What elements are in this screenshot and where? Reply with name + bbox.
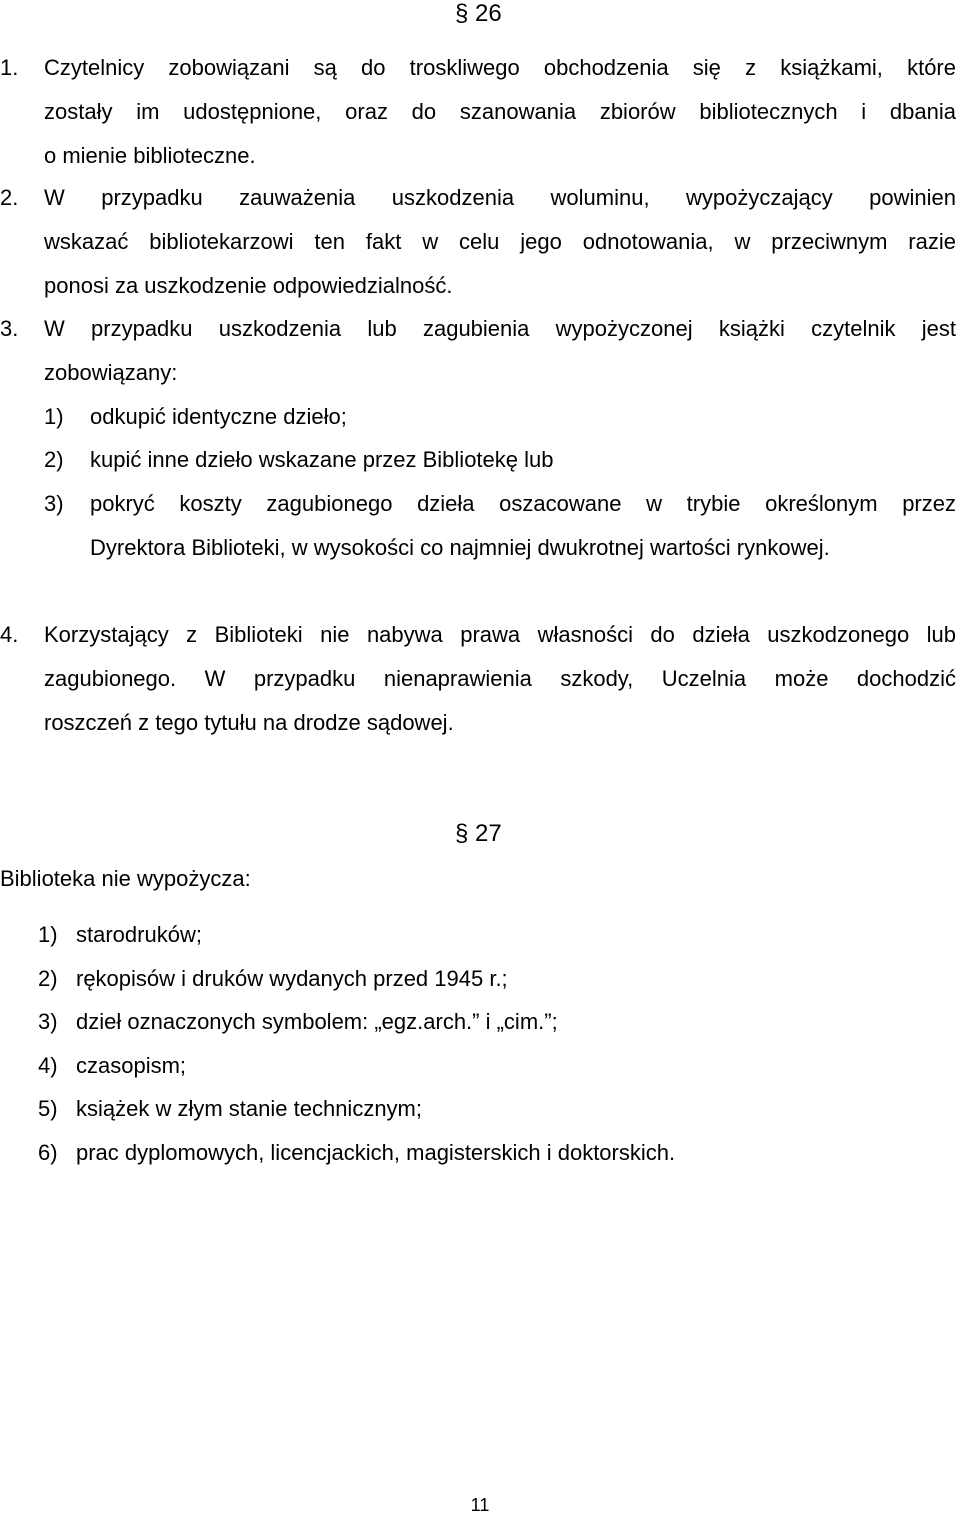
exclusion-3-number: 3) — [38, 1009, 58, 1034]
section-27-intro: Biblioteka nie wypożycza: — [0, 866, 251, 891]
item-3-sub-2-number: 2) — [44, 447, 64, 472]
item-4-number: 4. — [0, 622, 19, 647]
exclusion-6-number: 6) — [38, 1140, 58, 1165]
item-4-line-3: roszczeń z tego tytułu na drodze sądowej. — [44, 710, 454, 735]
item-3-line-2: zobowiązany: — [44, 360, 178, 385]
item-2-line-3: ponosi za uszkodzenie odpowiedzialność. — [44, 273, 453, 298]
exclusion-2-number: 2) — [38, 966, 58, 991]
item-3-sub-3-number: 3) — [44, 491, 64, 516]
item-3-sub-3-text — [90, 482, 956, 570]
item-3-number: 3. — [0, 316, 19, 341]
exclusion-1-number: 1) — [38, 922, 58, 947]
item-3-sub-2-text — [90, 438, 956, 482]
item-3-text — [44, 307, 956, 395]
section-26-heading: § 26 — [455, 0, 502, 27]
exclusion-2-text: rękopisów i druków wydanych przed 1945 r.; — [76, 966, 508, 991]
item-4-text — [44, 613, 956, 745]
page-number: 11 — [470, 1495, 490, 1515]
item-3-sub-1-text — [90, 395, 956, 439]
item-3-line-1: W przypadku uszkodzenia lub zagubienia wypożyczonej książki czytelnik jest — [44, 316, 956, 341]
item-1-number: 1. — [0, 55, 19, 80]
item-3-sub-3-line-2: Dyrektora Biblioteki, w wysokości co najmniej dwukrotnej wartości rynkowej. — [90, 535, 830, 560]
exclusion-4-number: 4) — [38, 1053, 58, 1078]
exclusion-4-text: czasopism; — [76, 1053, 187, 1078]
item-1-text — [44, 46, 956, 178]
exclusion-1-text: starodruków; — [76, 922, 202, 947]
item-1-line-3: o mienie biblioteczne. — [44, 143, 256, 168]
exclusion-6-text: prac dyplomowych, licencjackich, magisterskich i doktorskich. — [76, 1140, 676, 1165]
item-3-sub-1-line-1: odkupić identyczne dzieło; — [90, 404, 347, 429]
item-4-line-2: zagubionego. W przypadku nienaprawienia szkody, Uczelnia może dochodzić — [44, 666, 956, 691]
item-2-number: 2. — [0, 185, 19, 210]
item-2-line-1: W przypadku zauważenia uszkodzenia woluminu, wypożyczający powinien — [44, 185, 956, 210]
item-1-line-1: Czytelnicy zobowiązani są do troskliwego obchodzenia się z książkami, które — [44, 55, 956, 80]
item-3-sub-3-line-1: pokryć koszty zagubionego dzieła oszacowane w trybie określonym przez — [90, 491, 956, 516]
item-2-line-2: wskazać bibliotekarzowi ten fakt w celu jego odnotowania, w przeciwnym razie — [44, 229, 956, 254]
exclusion-5-text: książek w złym stanie technicznym; — [76, 1096, 422, 1121]
exclusion-5-number: 5) — [38, 1096, 58, 1121]
item-3-sub-1-number: 1) — [44, 404, 64, 429]
item-2-text — [44, 176, 956, 308]
exclusion-3-text: dzieł oznaczonych symbolem: „egz.arch.” i „cim.”; — [76, 1009, 558, 1034]
item-3-sub-2-line-1: kupić inne dzieło wskazane przez Bibliotekę lub — [90, 447, 554, 472]
item-4-line-1: Korzystający z Biblioteki nie nabywa prawa własności do dzieła uszkodzonego lub — [44, 622, 956, 647]
item-1-line-2: zostały im udostępnione, oraz do szanowania zbiorów bibliotecznych i dbania — [44, 99, 956, 124]
section-27-heading: § 27 — [455, 820, 502, 847]
